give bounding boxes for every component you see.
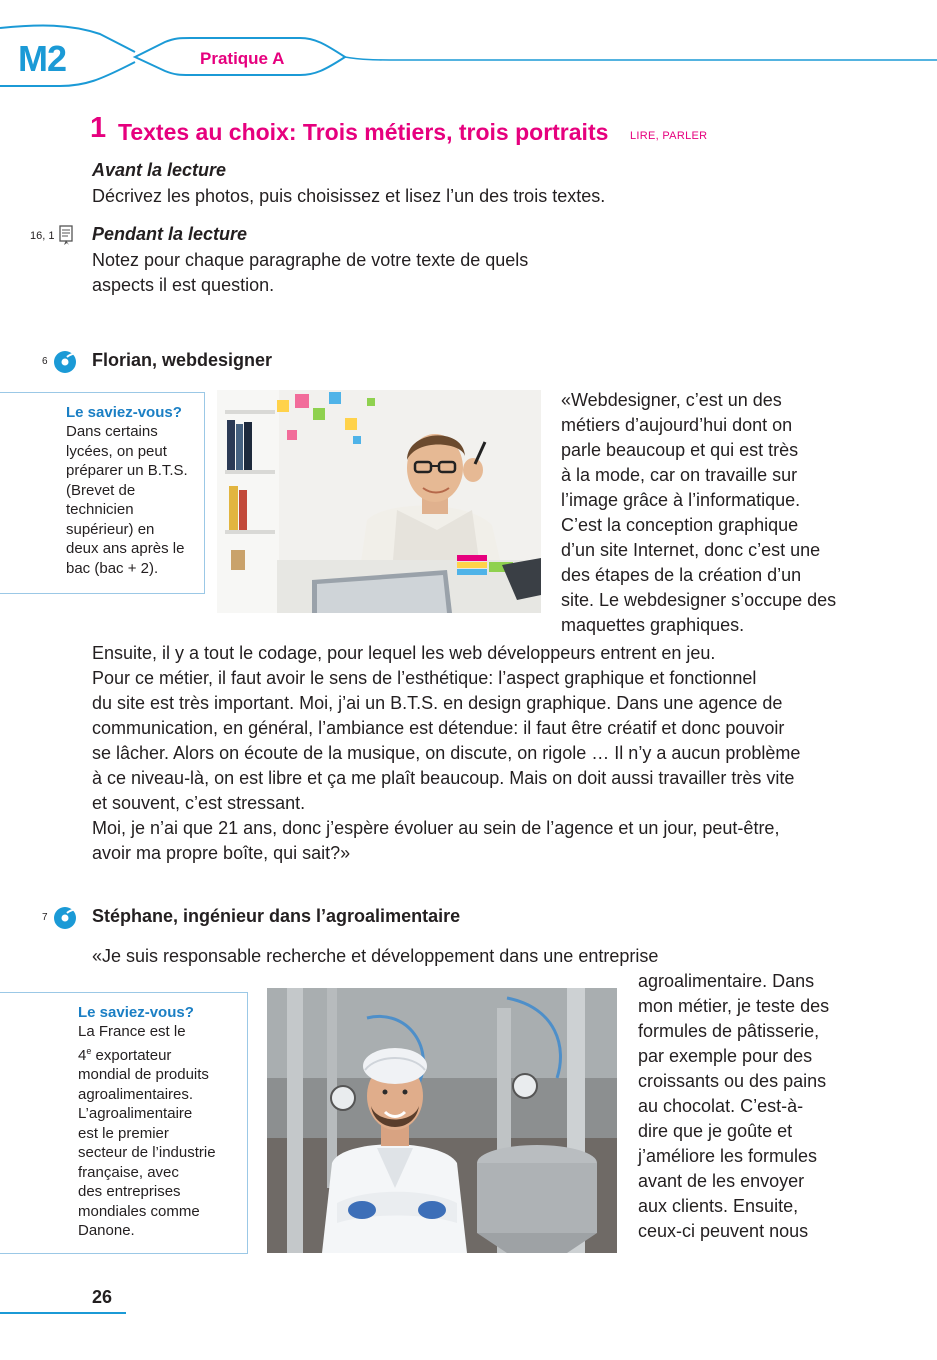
during-reading-heading: Pendant la lecture [92,224,248,244]
portrait-intro-line: «Je suis responsable recherche et développement dans une entreprise [92,946,659,966]
info-box [0,392,205,594]
document-icon [58,224,76,246]
footer-rule [0,1312,126,1314]
audio-cd-icon[interactable] [52,348,80,374]
info-box-text: Dans certains lycées, on peut préparer un B.T.S. (Brevet de technicien supérieur) en deux ans après le bac (bac + 2). [66,423,188,577]
exercise-number: 1 [90,112,107,144]
track-number: 16, 1 [30,230,55,242]
before-reading-heading: Avant la lecture [92,160,227,180]
text-line: Notez pour chaque paragraphe de votre texte de quels [92,250,529,270]
module-label: M2 [18,38,67,79]
page-number: 26 [92,1287,113,1307]
photo-engineer [267,988,617,1253]
photo-webdesigner [217,390,541,613]
audio-cd-icon[interactable] [52,904,80,930]
info-box [0,992,248,1254]
portrait-text-column: agroalimentaire. Dans mon métier, je teste des formules de pâtisserie, par exemple pour des croissants ou des pains au chocolat. C’est-à- dire que je goûte et j’améliore les formules avant de les envoyer aux clients. Ensuite, ceux-ci peuvent nous [638,971,830,1241]
skills-tag: LIRE, PARLER [630,130,708,142]
audio-track-number: 7 [42,912,48,923]
header-banner [0,0,937,95]
audio-track-number: 6 [42,356,48,367]
exercise-title: Textes au choix: Trois métiers, trois portraits [118,119,609,145]
before-reading-text: Décrivez les photos, puis choisissez et lisez l’un des trois textes. [92,186,606,206]
section-label: Pratique A [200,49,285,68]
info-box-title: Le saviez-vous? [78,1004,194,1021]
portrait-name: Florian, webdesigner [92,350,273,370]
info-box-text: La France est le 4e exportateur mondial de produits agroalimentaires. L’agroalimentaire est le premier secteur de l’industrie française, avec des entreprises mondiales comme Danone. [78,1023,216,1239]
portrait-text-column: «Webdesigner, c’est un des métiers d’aujourd’hui dont on parle beaucoup et qui est très à la mode, car on travaille sur l’image grâce à l’informatique. C’est la conception graphique d’un site Internet, donc c’est une des étapes de la création d’un site. Le webdesigner s’occupe des maquettes graphiques. [561,390,837,635]
portrait-text-body: Ensuite, il y a tout le codage, pour lequel les web développeurs entrent en jeu. Pour ce métier, il faut avoir le sens de l’esthétique: l’aspect graphique et fonctionnel du site est très important. Moi, j’ai un B.T.S. en design graphique. Dans une agence de communication, en général, l’ambiance est détendue: il faut être créatif et donc pouvoir se lâcher. Alors on écoute de la musique, on discute, on rigole … Il n’y a aucun problème à ce niveau-là, on est libre et ça me plaît beaucoup. Mais on doit aussi travailler très vite et souvent, c’est stressant. Moi, je n’ai que 21 ans, donc j’espère évoluer au sein de l’agence et un jour, peut-être, avoir ma propre boîte, qui sait?» [92,643,801,863]
text-line: aspects il est question. [92,275,275,295]
info-box-title: Le saviez-vous? [66,404,182,421]
portrait-name: Stéphane, ingénieur dans l’agroalimentaire [92,906,461,926]
during-reading-text [92,248,528,298]
